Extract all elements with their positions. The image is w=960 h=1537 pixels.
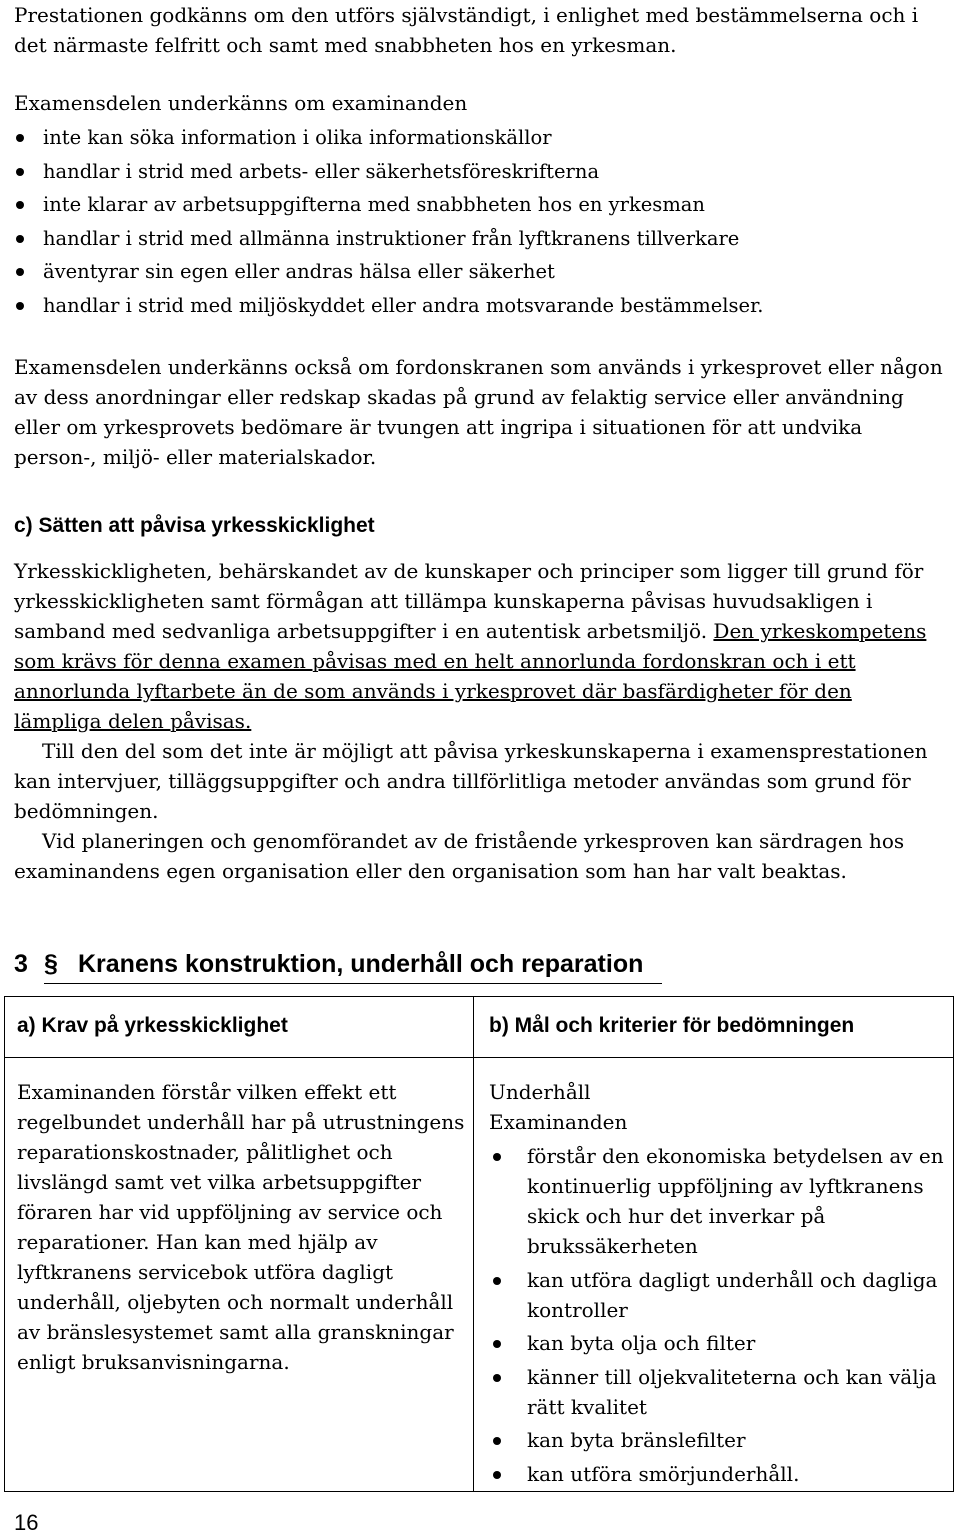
list-item: inte klarar av arbetsuppgifterna med snabbheten hos en yrkesman xyxy=(14,188,944,222)
list-item: kan byta olja och filter xyxy=(489,1328,949,1358)
table-column-a xyxy=(17,1077,469,1377)
section-c-paragraph-2 xyxy=(14,736,944,826)
list-item: handlar i strid med miljöskyddet eller andra motsvarande bestämmelser. xyxy=(14,289,944,323)
table-column-b xyxy=(489,1077,949,1492)
column-b-heading-1: Underhåll xyxy=(489,1080,591,1104)
failure-criteria-list xyxy=(14,121,944,322)
section-3-underline xyxy=(44,983,662,984)
section-symbol: § xyxy=(44,950,58,978)
table-header-divider xyxy=(5,1057,953,1058)
list-item: äventyrar sin egen eller andras hälsa eller säkerhet xyxy=(14,255,944,289)
list-item: kan utföra dagligt underhåll och dagliga kontroller xyxy=(489,1265,949,1325)
section-c-body xyxy=(14,556,944,886)
column-b-list xyxy=(489,1141,949,1489)
page-number: 16 xyxy=(14,1510,39,1535)
table-header-b: b) Mål och kriterier för bedömningen xyxy=(489,1014,855,1037)
list-item: inte kan söka information i olika informationskällor xyxy=(14,121,944,155)
section-c-paragraph-1-plain: Yrkesskickligheten, behärskandet av de kunskaper och principer som ligger till grund för yrkesskickligheten samt förmågan att tillämpa kunskaperna påvisas huvudsakligen i samband med sedvanliga arbetsuppgifter i en autentisk arbetsmiljö. xyxy=(14,559,924,643)
table-header-a: a) Krav på yrkesskicklighet xyxy=(17,1014,288,1037)
list-item: kan byta bränslefilter xyxy=(489,1425,949,1455)
list-item: förstår den ekonomiska betydelsen av en kontinuerlig uppföljning av lyftkranens skick och hur det inverkar på brukssäkerheten xyxy=(489,1141,949,1261)
list-item: handlar i strid med arbets- eller säkerhetsföreskrifterna xyxy=(14,155,944,189)
section-c-paragraph-1-underlined: Den yrkeskompetens som krävs för denna examen påvisas med en helt annorlunda fordonskran och i ett annorlunda lyftarbete än de som används i yrkesprovet där basfärdigheter för den lämpliga delen påvisas. xyxy=(14,619,927,733)
list-item: handlar i strid med allmänna instruktioner från lyftkranens tillverkare xyxy=(14,222,944,256)
section-3-number: 3 xyxy=(14,950,28,978)
failure-criteria-lead: Examensdelen underkänns om examinanden xyxy=(14,91,468,115)
section-c-paragraph-1 xyxy=(14,556,944,736)
intro-paragraph: Prestationen godkänns om den utförs självständigt, i enlighet med bestämmelserna och i det närmaste felfritt och samt med snabbheten hos en yrkesman. xyxy=(14,3,919,57)
list-item: kan utföra smörjunderhåll. xyxy=(489,1459,949,1489)
section-3-title-text: Kranens konstruktion, underhåll och reparation xyxy=(78,950,644,978)
section-c-heading: c) Sätten att påvisa yrkesskicklighet xyxy=(14,514,375,537)
list-item: känner till oljekvaliteterna och kan välja rätt kvalitet xyxy=(489,1362,949,1422)
table-column-divider xyxy=(473,997,474,1491)
column-a-text: Examinanden förstår vilken effekt ett regelbundet underhåll har på utrustningens reparationskostnader, pålitlighet och livslängd samt vet vilka arbetsuppgifter föraren har vid uppföljning av service och reparationer. Han kan med hjälp av lyftkranens servicebok utföra dagligt underhåll, oljebyten och normalt underhåll av bränslesystemet samt alla granskningar enligt bruksanvisningarna. xyxy=(17,1080,465,1374)
column-b-heading-2: Examinanden xyxy=(489,1110,628,1134)
section-c-paragraph-2-text: Till den del som det inte är möjligt att påvisa yrkeskunskaperna i examensprestationen kan intervjuer, tilläggsuppgifter och andra tillförlitliga metoder användas som grund för bedömningen. xyxy=(14,739,928,823)
failure-extra-paragraph: Examensdelen underkänns också om fordonskranen som används i yrkesprovet eller någon av dess anordningar eller redskap skadas på grund av felaktig service eller användning eller om yrkesprovets bedömare är tvungen att ingripa i situationen för att undvika person-, miljö- eller materialskador. xyxy=(14,355,943,469)
requirements-table xyxy=(4,996,954,1492)
section-c-paragraph-3 xyxy=(14,826,944,886)
section-c-paragraph-3-text: Vid planeringen och genomförandet av de fristående yrkesproven kan särdragen hos examinandens egen organisation eller den organisation som han har valt beaktas. xyxy=(14,829,905,883)
section-3-header xyxy=(14,946,944,982)
section-3-title xyxy=(14,946,944,982)
